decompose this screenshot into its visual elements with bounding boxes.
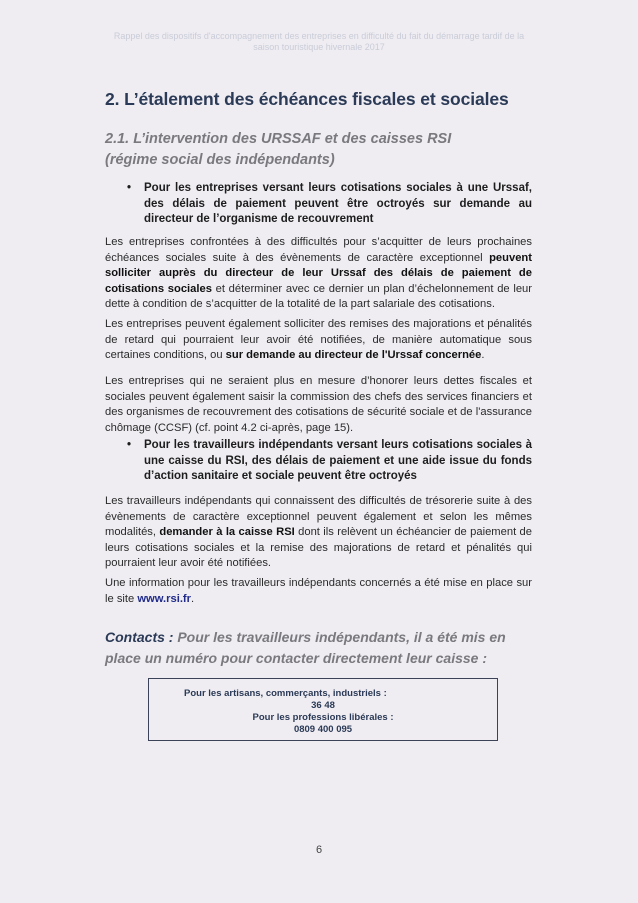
text-run: Une information pour les travailleurs indépendants concernés a été mise en place sur le site [105, 577, 532, 605]
liberal-number: 0809 400 095 [293, 724, 353, 735]
contacts-text: Pour les travailleurs indépendants, il a été mis en place un numéro pour contacter directement leur caisse : [105, 629, 506, 666]
bullet-text: Pour les travailleurs indépendants versant leurs cotisations sociales à une caisse du RSI, des délais de paiement et une aide issue du fonds d’action sanitaire et sociale peuvent être octroyés [144, 439, 532, 482]
paragraph-urssaf-delais [105, 235, 532, 313]
subsection-title-line2: (régime social des indépendants) [105, 152, 335, 168]
contact-box [148, 678, 498, 741]
paragraph-remises [105, 317, 532, 364]
subsection-title-line1: 2.1. L’intervention des URSSAF et des caisses RSI [105, 131, 452, 147]
text-run: . [191, 592, 195, 605]
text-run: Les entreprises confrontées à des difficultés pour s’acquitter de leurs prochaines échéances sociales suite à des évènements de caractère exceptionnel [105, 236, 532, 264]
text-run: Les entreprises peuvent également solliciter des remises des majorations et pénalités de retard qui pourraient leur avoir été notifiées, de manière automatique sous certaines conditions, ou [105, 318, 532, 362]
artisans-label: Pour les artisans, commerçants, industriels : [184, 688, 387, 699]
paragraph-ccsf: Les entreprises qui ne seraient plus en mesure d’honorer leurs dettes fiscales et sociales peuvent également saisir la commission des chefs des services financiers et des organismes de recouvrement des cotisations de sécurité sociale et de l'assurance chômage (CCSF) (cf. point 4.2 ci-après, page 15). [105, 375, 532, 434]
bullet-item-rsi [127, 438, 532, 485]
bold-run: peuvent solliciter auprès du directeur de leur Urssaf des délais de paiement de cotisations sociales [105, 251, 532, 295]
rsi-website-link[interactable]: www.rsi.fr [137, 592, 192, 605]
liberal-label: Pour les professions libérales : [252, 712, 394, 723]
bold-run: sur demande au directeur de l'Urssaf concernée [225, 349, 482, 362]
contacts-heading [105, 627, 525, 669]
bold-run: demander à la caisse RSI [159, 526, 295, 539]
section-title: 2. L’étalement des échéances fiscales et sociales [105, 89, 509, 109]
paragraph-info-rsi [105, 576, 532, 607]
bullet-icon: • [127, 439, 132, 451]
contacts-label: Contacts : [105, 629, 174, 645]
text-run: et déterminer avec ce dernier un plan d’échelonnement de leur dette à condition de s’acquitter de la totalité de la part salariale des cotisations. [105, 282, 532, 311]
text-run: Les travailleurs indépendants qui connaissent des difficultés de trésorerie suite à des évènements de caractère exceptionnel peuvent également et selon les mêmes modalités, [105, 495, 532, 539]
paragraph-travailleurs [105, 494, 532, 572]
bullet-icon: • [127, 182, 132, 194]
text-run: dont ils relèvent un échéancier de paiement de leurs cotisations sociales et la remise des majorations de retard et pénalités qui pourraient leur avoir été notifiées. [105, 526, 532, 570]
running-header: Rappel des dispositifs d'accompagnement des entreprises en difficulté du fait du démarrage tardif de la saison touristique hivernale 2017 [113, 31, 525, 52]
artisans-number: 36 48 [311, 700, 335, 711]
subsection-title [105, 129, 525, 171]
bullet-text: Pour les entreprises versant leurs cotisations sociales à une Urssaf, des délais de paiement peuvent être octroyés sur demande au directeur de l’organisme de recouvrement [144, 182, 532, 225]
bullet-item-urssaf [127, 181, 532, 228]
page-number: 6 [315, 844, 323, 856]
text-run: . [481, 349, 485, 362]
